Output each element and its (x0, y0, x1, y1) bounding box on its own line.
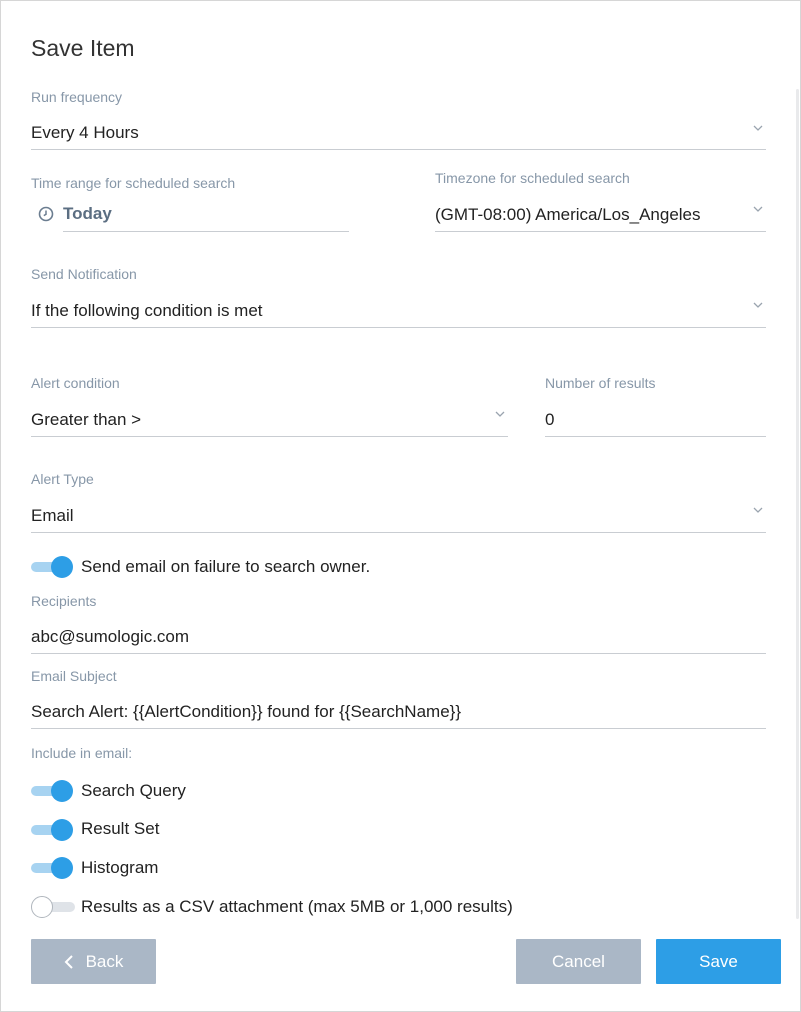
send-notification-label: Send Notification (31, 266, 137, 282)
chevron-down-icon (753, 505, 763, 515)
save-button[interactable] (656, 939, 781, 984)
cancel-button[interactable] (516, 939, 641, 984)
scrollbar[interactable] (796, 89, 799, 919)
email-subject-label: Email Subject (31, 668, 117, 684)
search-query-toggle[interactable] (31, 780, 75, 802)
timezone-select[interactable] (435, 201, 766, 233)
alert-type-label: Alert Type (31, 471, 94, 487)
number-of-results-input[interactable] (545, 406, 766, 438)
time-range-underline (63, 231, 349, 232)
histogram-toggle[interactable] (31, 857, 75, 879)
chevron-down-icon (753, 123, 763, 133)
alert-condition-label: Alert condition (31, 375, 120, 391)
timezone-underline (435, 231, 766, 232)
chevron-down-icon (753, 204, 763, 214)
recipients-value: abc@sumologic.com (31, 627, 190, 646)
run-frequency-value: Every 4 Hours (31, 123, 139, 142)
search-query-label: Search Query (81, 781, 186, 800)
toggle-knob (51, 780, 73, 802)
send-failure-email-toggle[interactable] (31, 556, 75, 578)
run-frequency-underline (31, 149, 766, 150)
time-range-value: Today (63, 204, 112, 223)
chevron-down-icon (753, 300, 763, 310)
toggle-knob (51, 819, 73, 841)
send-failure-email-label: Send email on failure to search owner. (81, 557, 371, 576)
csv-attachment-label: Results as a CSV attachment (max 5MB or 1,000 results) (81, 897, 513, 916)
run-frequency-select[interactable] (31, 119, 766, 151)
back-button-label: Back (85, 951, 124, 971)
alert-type-value: Email (31, 506, 74, 525)
send-notification-select[interactable] (31, 297, 766, 329)
save-button-label: Save (699, 951, 738, 971)
include-in-email-label: Include in email: (31, 745, 133, 761)
alert-type-select[interactable] (31, 502, 766, 534)
email-subject-underline (31, 728, 766, 729)
timezone-value: (GMT-08:00) America/Los_Angeles (435, 205, 701, 224)
cancel-button-label: Cancel (552, 951, 605, 971)
run-frequency-label: Run frequency (31, 89, 123, 105)
email-subject-input[interactable] (31, 698, 766, 730)
dialog-title: Save Item (31, 35, 135, 61)
result-set-toggle[interactable] (31, 819, 75, 841)
recipients-label: Recipients (31, 593, 97, 609)
chevron-left-icon (64, 954, 74, 970)
number-of-results-underline (545, 436, 766, 437)
time-range-input[interactable] (63, 199, 349, 233)
back-button[interactable] (31, 939, 156, 984)
histogram-label: Histogram (81, 858, 159, 877)
csv-attachment-toggle[interactable] (31, 896, 75, 918)
number-of-results-value: 0 (545, 410, 555, 429)
timezone-label: Timezone for scheduled search (435, 170, 630, 186)
toggle-knob (31, 896, 53, 918)
alert-condition-value: Greater than > (31, 410, 142, 429)
alert-condition-select[interactable] (31, 406, 508, 438)
time-range-label: Time range for scheduled search (31, 175, 236, 191)
toggle-knob (51, 556, 73, 578)
clock-icon (38, 206, 54, 222)
send-notification-value: If the following condition is met (31, 301, 263, 320)
toggle-knob (51, 857, 73, 879)
alert-type-underline (31, 532, 766, 533)
alert-condition-underline (31, 436, 508, 437)
chevron-down-icon (495, 409, 505, 419)
result-set-label: Result Set (81, 819, 160, 838)
number-of-results-label: Number of results (545, 375, 656, 391)
email-subject-value: Search Alert: {{AlertCondition}} found for {{SearchName}} (31, 702, 462, 721)
recipients-underline (31, 653, 766, 654)
recipients-input[interactable] (31, 623, 766, 655)
send-notification-underline (31, 327, 766, 328)
